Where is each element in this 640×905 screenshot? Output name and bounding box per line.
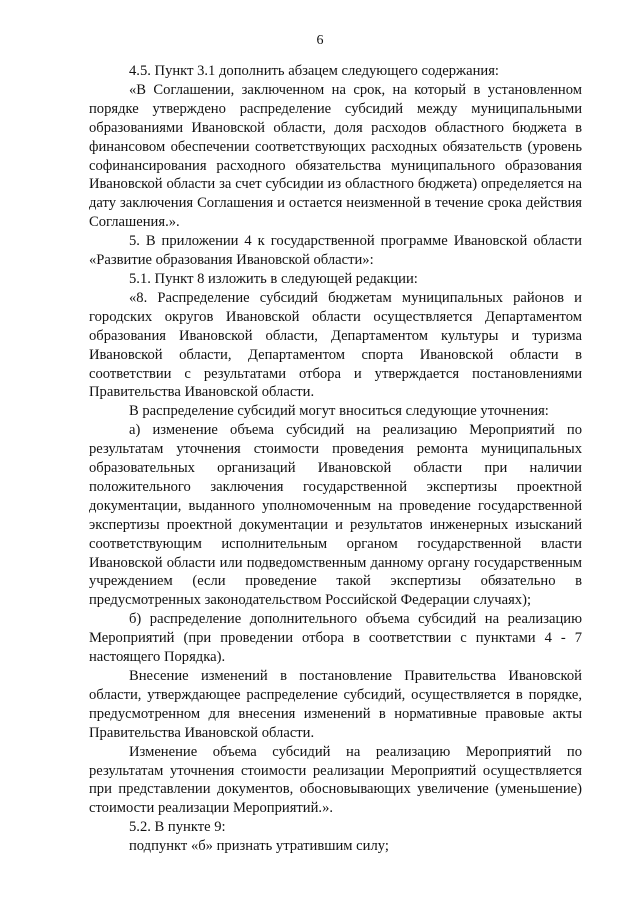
paragraph-clarification-b: б) распределение дополнительного объема субсидий на реализацию Мероприятий (при проведении отбора в соответствии с пунктами 4 - 7 настоящего Порядка). xyxy=(89,611,582,666)
paragraph-volume-change: Изменение объема субсидий на реализацию Мероприятий по результатам уточнения стоимости реализации Мероприятий осуществляется при представлении документов, обосновывающих увеличение (уменьшение) стоимости реализации Мероприятий.». xyxy=(89,743,582,817)
page-number: 6 xyxy=(316,33,324,48)
paragraph-agreement-clause: «В Соглашении, заключенном на срок, на который в установленном порядке утверждено распределение субсидий между муниципальными образованиями Ивановской области, доля расходов областного бюджета в финансовом обеспечении соответствующих расходных обязательств (уровень софинансирования расходного обязательства муниципального образования Ивановской области за счет субсидии из областного бюджета) определяется на дату заключения Соглашения и остается неизменной в течение срока действия Соглашения.». xyxy=(89,81,582,231)
paragraph-appendix-4: 5. В приложении 4 к государственной программе Ивановской области «Развитие образования Ивановской области»: xyxy=(89,233,582,269)
paragraph-5-2-heading: 5.2. В пункте 9: xyxy=(129,819,226,836)
paragraph-subitem-b: подпункт «б» признать утратившим силу; xyxy=(129,838,389,855)
document-body xyxy=(89,62,582,856)
paragraph-amendment-procedure: Внесение изменений в постановление Правительства Ивановской области, утверждающее распределение субсидий, осуществляется в порядке, предусмотренном для внесения изменений в нормативные правовые акты Правительства Ивановской области. xyxy=(89,668,582,741)
paragraph-clarifications-intro: В распределение субсидий могут вноситься следующие уточнения: xyxy=(129,403,549,420)
paragraph-5-1-heading: 5.1. Пункт 8 изложить в следующей редакции: xyxy=(129,270,418,287)
paragraph-4-5-heading: 4.5. Пункт 3.1 дополнить абзацем следующего содержания: xyxy=(129,63,499,79)
paragraph-clarification-a: а) изменение объема субсидий на реализацию Мероприятий по результатам уточнения стоимости проведения ремонта муниципальных образовательных организаций Ивановской области при наличии положительного заключения государственной экспертизы проектной документации, выданного уполномоченным на проведение государственной экспертизы проектной документации и результатов инженерных изысканий соответствующим исполнительным органом государственной власти Ивановской области или подведомственным данному органу государственным учреждением (если проведение такой экспертизы обязательно в предусмотренных законодательством Российской Федерации случаях); xyxy=(89,422,582,609)
paragraph-item-8: «8. Распределение субсидий бюджетам муниципальных районов и городских округов Ивановской области осуществляется Департаментом образования Ивановской области, Департаментом культуры и туризма Ивановской области, Департаментом спорта Ивановской области в соответствии с результатами отбора и утверждается постановлениями Правительства Ивановской области. xyxy=(89,289,582,401)
